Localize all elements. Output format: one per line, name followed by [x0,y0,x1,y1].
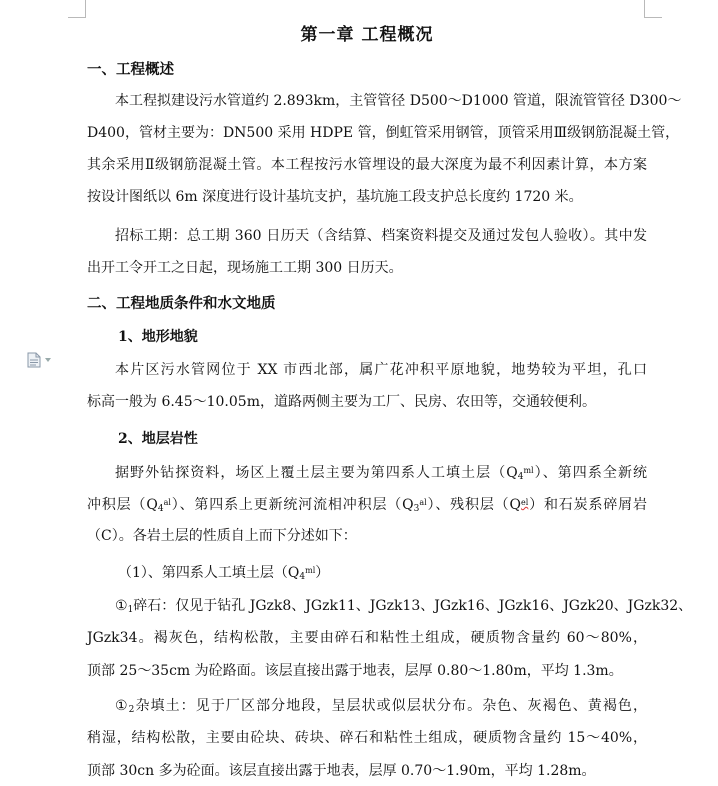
soil-fill-line: 顶部 30cn 多为砼面。该层直接出露于地表，层厚 0.70～1.90m，平均 1.28m。 [87,763,596,779]
section-heading-geology: 二、工程地质条件和水文地质 [87,295,276,312]
soil-gravel-line: JGzk34。褐灰色，结构松散，主要由碎石和粘性土组成，硬质物含量约 60～80%， [87,630,647,646]
page-corner-mark-top-right [644,0,662,18]
landform-paragraph-line: 标高一般为 6.45～10.05m，道路两侧主要为工厂、民房、农田等，交通较便利。 [87,394,596,410]
document-icon[interactable] [27,352,41,368]
schedule-paragraph-line: 出开工令开工之日起，现场施工工期 300 日历天。 [87,260,403,276]
page-corner-mark-top-left [68,0,86,18]
overview-paragraph-line: D400，管材主要为：DN500 采用 HDPE 管，倒虹管采用钢管，顶管采用Ⅲ级钢筋混凝土管， [87,125,680,141]
overview-paragraph-line: 按设计图纸以 6m 深度进行设计基坑支护，基坑施工段支护总长度约 1720 米。 [87,189,583,205]
subsection-heading-strata: 2、地层岩性 [118,431,198,447]
soil-gravel-line: 顶部 25～35cm 为砼路面。该层直接出露于地表，层厚 0.80～1.80m，平均 1.3m。 [87,663,623,679]
soil-fill-line: $①_2$杂填土：见于厂区部分地段，呈层状或似层状分布。杂色、灰褐色、黄褐色， [115,698,647,715]
strata-paragraph-line: 据野外钻探资料，场区上覆土层主要为第四系人工填土层$(Q_4^{ml})$、第四系全新统 [115,465,647,482]
chapter-title: 第一章 工程概况 [300,25,434,45]
section-heading-overview: 一、工程概述 [87,61,174,78]
subsection-heading-landform: 1、地形地貌 [118,329,198,345]
strata-paragraph-line: （C）。各岩土层的性质自上而下分述如下： [87,528,357,544]
list-item-fill-layer: （1）、第四系人工填土层$(Q_4^{ml})$ [118,565,330,582]
schedule-paragraph-line: 招标工期：总工期 360 日历天（含结算、档案资料提交及通过发包人验收）。其中发 [115,228,647,244]
soil-gravel-line: $①_1$碎石：仅见于钻孔 JGzk8、JGzk11、JGzk13、JGzk16、JGzk16、JGzk20、JGzk32、 [115,598,693,615]
soil-fill-line: 稍湿，结构松散，主要由砼块、砖块、碎石和粘性土组成，硬质物含量约 15～40%， [87,730,647,746]
overview-paragraph-line: 本工程拟建设污水管道约 2.893km，主管管径 D500～D1000 管道，限流管管径 D300～ [115,93,682,109]
overview-paragraph-line: 其余采用Ⅱ级钢筋混凝土管。本工程按污水管埋设的最大深度为最不利因素计算，本方案 [87,157,647,173]
strata-paragraph-line: 冲积层$(Q_4^{al})$、第四系上更新统河流相冲积层$(Q_3^{al})$、残积层$(Q^{el})$和石炭系碎屑岩 [87,497,647,514]
landform-paragraph-line: 本片区污水管网位于 XX 市西北部，属广花冲积平原地貌，地势较为平坦，孔口 [115,362,647,378]
chevron-down-icon[interactable] [45,358,51,362]
